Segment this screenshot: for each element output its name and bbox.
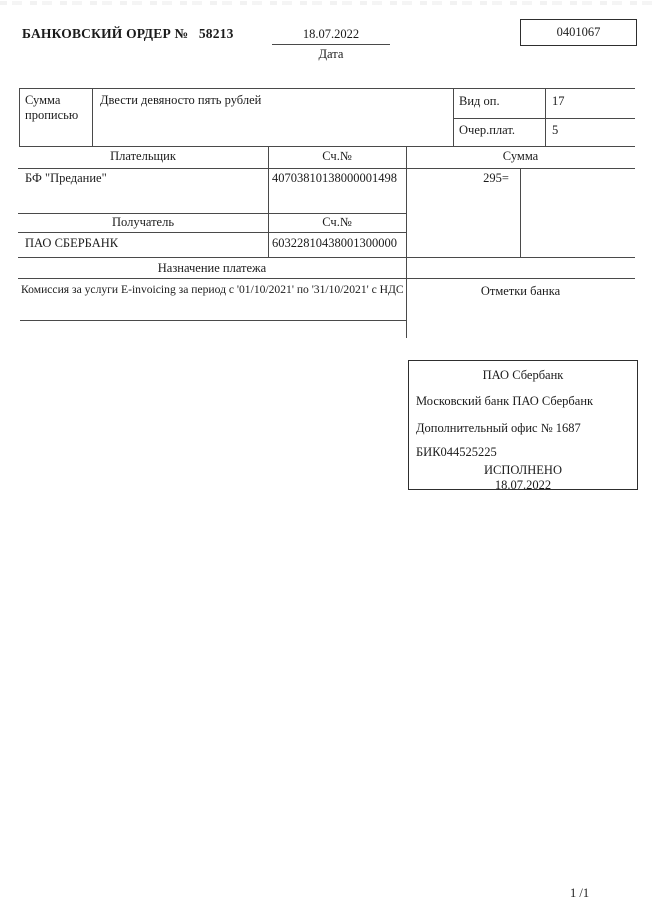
purpose-text: Комиссия за услуги E-invoicing за период с '01/10/2021' по '31/10/2021' с НДС	[21, 283, 404, 296]
sum-row-left-border	[19, 88, 20, 146]
payer-account-header: Сч.№	[322, 149, 352, 163]
op-kind-value: 17	[552, 94, 565, 108]
payee-header-bottom-line	[18, 232, 406, 233]
stamp-status-date: 18.07.2022	[494, 478, 552, 492]
order-number: 58213	[198, 26, 234, 41]
date-underline	[272, 44, 390, 45]
priority-value: 5	[552, 123, 559, 137]
payer-name: БФ "Предание"	[25, 171, 107, 185]
party-header-bottom-line	[18, 168, 635, 169]
payee-row-bottom-line	[18, 257, 635, 258]
payee-account: 60322810438001300000	[272, 236, 397, 250]
table-line-top	[19, 88, 635, 89]
date-value: 18.07.2022	[302, 27, 360, 41]
stamp-office: Дополнительный офис № 1687	[416, 421, 581, 435]
op-kind-value-divider	[545, 88, 546, 146]
document-title-label: БАНКОВСКИЙ ОРДЕР №	[22, 26, 189, 41]
form-code: 0401067	[556, 25, 601, 39]
op-kind-divider-line	[453, 118, 635, 119]
date-label: Дата	[318, 47, 344, 61]
amount-header: Сумма	[502, 149, 539, 163]
stamp-bik: БИК044525225	[416, 445, 497, 459]
form-code-box	[520, 19, 637, 46]
priority-label: Очер.плат.	[459, 123, 516, 137]
purpose-row-bottom-line	[20, 320, 406, 321]
amount-value: 295=	[483, 171, 509, 185]
document-title	[22, 27, 234, 41]
sum-words-divider	[92, 88, 93, 146]
bank-stamp-box	[408, 360, 638, 490]
payer-row-bottom-line	[18, 213, 406, 214]
scan-artifact-strip	[0, 1, 659, 5]
payer-header: Плательщик	[110, 149, 176, 163]
sum-row-bottom-line	[19, 146, 635, 147]
stamp-bank-name: ПАО Сбербанк	[482, 368, 564, 382]
stamp-branch: Московский банк ПАО Сбербанк	[416, 394, 594, 408]
payee-account-header: Сч.№	[322, 215, 352, 229]
page-number: 1 /1	[570, 886, 590, 900]
op-kind-left-border	[453, 88, 454, 146]
sum-words-value: Двести девяносто пять рублей	[100, 93, 262, 107]
op-kind-label: Вид оп.	[459, 94, 500, 108]
purpose-header-bottom-line	[18, 278, 635, 279]
payee-name: ПАО СБЕРБАНК	[25, 236, 119, 250]
bank-marks-header: Отметки банка	[480, 284, 561, 298]
payer-account: 40703810138000001498	[272, 171, 397, 185]
stamp-status: ИСПОЛНЕНО	[484, 463, 562, 477]
purpose-header: Назначение платежа	[157, 261, 267, 275]
payee-header: Получатель	[111, 215, 175, 229]
sum-words-label: Сумма прописью	[25, 93, 79, 122]
